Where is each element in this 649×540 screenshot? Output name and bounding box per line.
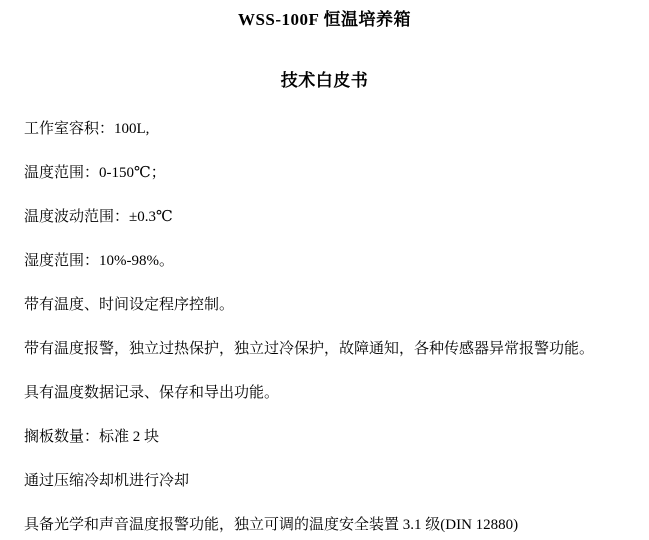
spec-line: 工作室容积：100L, xyxy=(24,120,150,137)
spec-line: 通过压缩冷却机进行冷却 xyxy=(24,472,190,489)
spec-line: 湿度范围：10%-98%。 xyxy=(24,252,174,269)
document-subtitle: 技术白皮书 xyxy=(280,70,369,90)
specification-list xyxy=(0,115,649,540)
spec-line: 具有温度数据记录、保存和导出功能。 xyxy=(24,384,280,401)
spec-line: 具备光学和声音温度报警功能，独立可调的温度安全装置 3.1 级(DIN 12880) xyxy=(24,516,519,533)
spec-line: 温度波动范围：±0.3℃ xyxy=(24,208,173,225)
spec-line: 温度范围：0-150℃； xyxy=(24,164,166,181)
spec-line: 搁板数量：标准 2 块 xyxy=(24,428,160,445)
spec-line: 带有温度、时间设定程序控制。 xyxy=(24,296,235,313)
spec-line: 带有温度报警，独立过热保护，独立过冷保护，故障通知，各种传感器异常报警功能。 xyxy=(24,340,595,357)
document-page xyxy=(0,8,649,533)
document-title: WSS-100F 恒温培养箱 xyxy=(237,10,412,29)
